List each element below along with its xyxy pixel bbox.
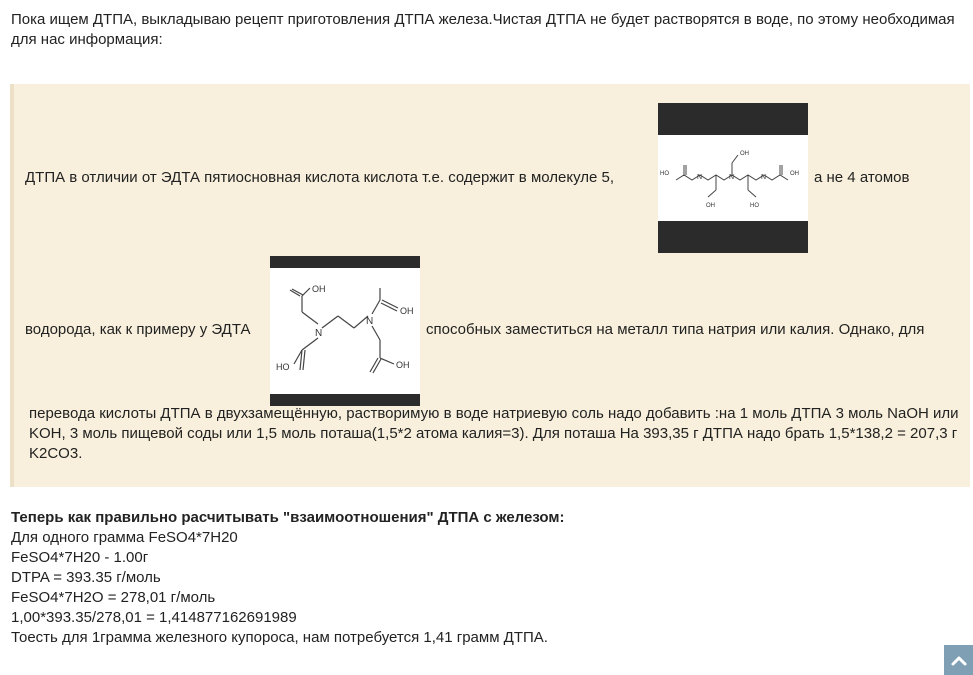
dtpa-label-oh-3: OH — [740, 151, 749, 157]
section-title: Теперь как правильно расчитывать "взаимоотношения" ДТПА с железом: — [11, 509, 565, 526]
quote-line-1-start: ДТПА в отличии от ЭДТА пятиосновная кислота кислота т.е. содержит в молекуле 5, — [25, 169, 615, 186]
calculation-section — [11, 508, 951, 648]
intro-text: Пока ищем ДТПА, выкладываю рецепт приготовления ДТПА железа.Чистая ДТПА не будет растворятся в воде, по этому необходимая для нас информация: — [11, 11, 955, 48]
calc-line: FeSO4*7H2O = 278,01 г/моль — [11, 589, 216, 606]
edta-label-oh-4: OH — [396, 360, 410, 370]
scroll-to-top-button[interactable] — [944, 645, 973, 675]
calc-line: 1,00*393.35/278,01 = 1,414877162691989 — [11, 609, 297, 626]
quote-paragraph: перевода кислоты ДТПА в двухзамещённую, растворимую в воде натриевую соль надо добавить :на 1 моль ДТПА 3 моль NaOH или KOH, 3 моль пищевой соды или 1,5 моль поташа(1,5*2 атома калия=3). Для поташа На 393,35 г ДТПА надо брать 1,5*138,2 = 207,3 г K2CO3. — [29, 405, 959, 462]
edta-label-n-2: N — [366, 316, 374, 327]
calc-line: Тоесть для 1грамма железного купороса, нам потребуется 1,41 грамм ДТПА. — [11, 629, 548, 646]
quote-block — [10, 84, 970, 487]
edta-label-oh-1: OH — [312, 284, 326, 294]
quote-line-2-end: способных заместиться на металл типа натрия или калия. Однако, для — [426, 321, 925, 338]
calc-line: FeSO4*7H20 - 1.00г — [11, 549, 149, 566]
edta-label-oh-2: OH — [400, 306, 414, 316]
dtpa-label-oh-2: OH — [790, 171, 799, 177]
calc-line: DTPA = 393.35 г/моль — [11, 569, 161, 586]
dtpa-label-n-1: N — [697, 174, 703, 181]
dtpa-structure-image — [658, 103, 808, 253]
calc-line: Для одного грамма FeSO4*7H20 — [11, 529, 238, 546]
edta-structure-image — [270, 256, 420, 406]
dtpa-label-n-2: N — [729, 174, 735, 181]
quote-line-1-end: а не 4 атомов — [814, 169, 910, 186]
dtpa-label-n-3: N — [761, 174, 767, 181]
chevron-up-icon — [944, 645, 973, 675]
dtpa-label-ho-5: HO — [750, 203, 759, 209]
edta-label-ho-3: HO — [276, 362, 290, 372]
quote-line-2-start: водорода, как к примеру у ЭДТА — [25, 321, 251, 338]
edta-label-n-1: N — [315, 328, 323, 339]
dtpa-label-oh-4: OH — [706, 203, 715, 209]
dtpa-label-ho-1: HO — [660, 171, 669, 177]
